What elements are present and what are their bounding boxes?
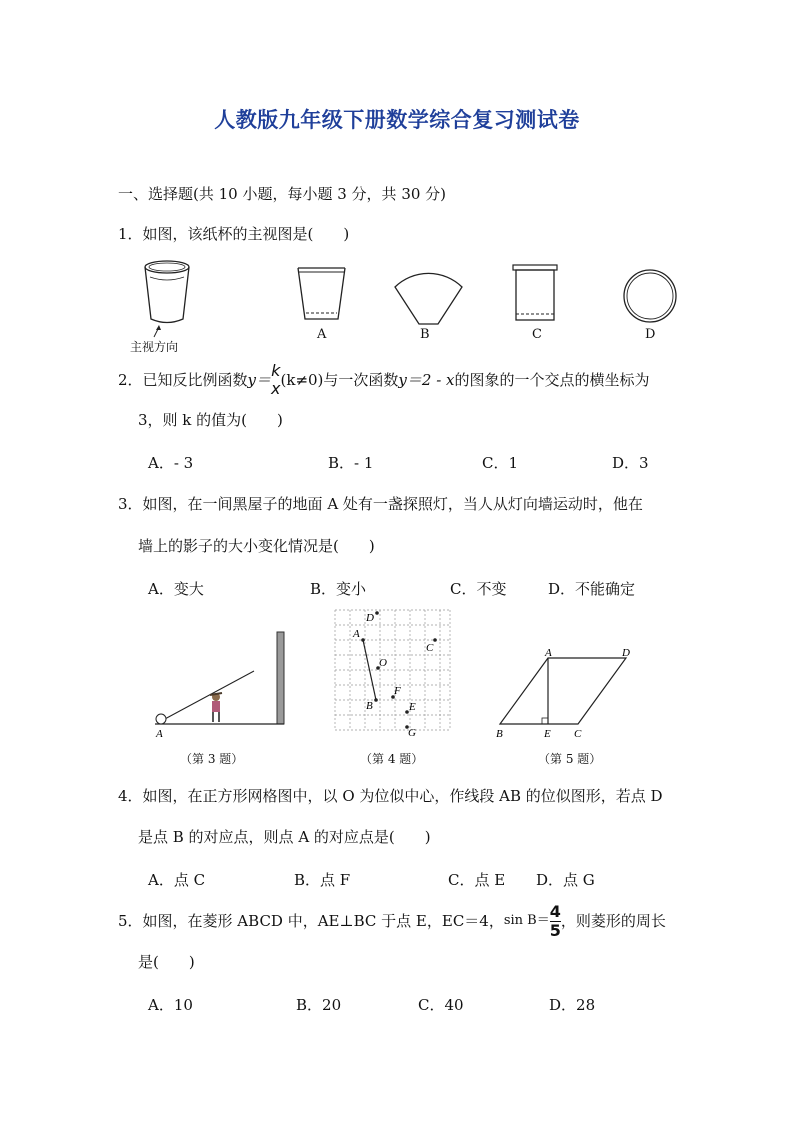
option-a-trapezoid-figure <box>295 262 355 332</box>
fig4-label-d: D <box>366 612 374 624</box>
q5-denominator: 5 <box>549 920 561 940</box>
q3-option-a[interactable]: A．变大 <box>148 580 204 598</box>
fig5-label-a: A <box>545 647 552 659</box>
q1-option-c-label[interactable]: C <box>532 327 542 342</box>
option-c-rectangle-figure <box>508 262 568 332</box>
question-4-line1: 4．如图，在正方形网格图中，以 O 为位似中心，作线段 AB 的位似图形，若点 D <box>118 787 663 805</box>
fig4-label-f: F <box>394 685 401 697</box>
figure-3-caption: （第 3 题） <box>180 752 244 766</box>
q5-option-b[interactable]: B．20 <box>296 996 342 1014</box>
q3-option-c[interactable]: C．不变 <box>450 580 507 598</box>
q4-option-c[interactable]: C．点 E <box>448 871 506 889</box>
q2-mid: 与一次函数 <box>323 371 399 389</box>
question-2-line1 <box>118 360 650 400</box>
fig4-label-g: G <box>408 727 416 739</box>
question-2-line2: 3，则 k 的值为( ) <box>138 411 283 429</box>
fig5-label-b: B <box>496 728 503 740</box>
q2-option-c[interactable]: C．1 <box>482 454 519 472</box>
figure-3-searchlight <box>150 625 290 745</box>
figure-5-rhombus <box>493 648 643 743</box>
section-heading: 一、选择题(共 10 小题，每小题 3 分，共 30 分) <box>118 185 447 203</box>
q2-denominator: x <box>271 379 281 398</box>
q2-line-eq: y＝2 - x <box>398 371 455 389</box>
q1-option-a-label[interactable]: A <box>317 327 327 342</box>
q5-post: ，则菱形的周长 <box>560 912 666 930</box>
fig3-label-a: A <box>156 728 163 740</box>
q5-option-c[interactable]: C．40 <box>418 996 464 1014</box>
q5-fraction <box>550 903 561 940</box>
q2-y-eq: y＝ <box>247 371 272 389</box>
question-3-line1: 3．如图，在一间黑屋子的地面 A 处有一盏探照灯，当人从灯向墙运动时，他在 <box>118 495 643 513</box>
q4-option-b[interactable]: B．点 F <box>294 871 351 889</box>
q2-option-b[interactable]: B．- 1 <box>328 454 374 472</box>
question-1-text: 1．如图，该纸杯的主视图是( ) <box>118 225 350 243</box>
q2-fraction <box>271 362 280 398</box>
q2-numerator: k <box>271 361 281 380</box>
q4-option-d[interactable]: D．点 G <box>536 871 595 889</box>
view-direction-label: 主视方向 <box>130 340 179 354</box>
fig4-label-o: O <box>379 657 387 669</box>
q5-pre: 5．如图，在菱形 ABCD 中，AE⊥BC 于点 E，EC＝4， <box>118 912 504 930</box>
q5-numerator: 4 <box>549 901 561 921</box>
fig4-label-c: C <box>426 642 434 654</box>
fig4-label-e: E <box>409 701 416 713</box>
q2-option-a[interactable]: A．- 3 <box>148 454 194 472</box>
q1-option-b-label[interactable]: B <box>420 327 430 342</box>
fig5-label-d: D <box>622 647 630 659</box>
question-3-line2: 墙上的影子的大小变化情况是( ) <box>138 537 375 555</box>
fig4-label-a: A <box>353 628 360 640</box>
fig5-label-e: E <box>544 728 551 740</box>
fig5-label-c: C <box>574 728 582 740</box>
q1-option-d-label[interactable]: D <box>645 327 656 342</box>
option-b-sector-figure <box>390 262 470 332</box>
figure-5-caption: （第 5 题） <box>538 752 602 766</box>
q5-option-d[interactable]: D．28 <box>549 996 596 1014</box>
figure-4-grid <box>330 605 460 739</box>
q3-option-b[interactable]: B．变小 <box>310 580 367 598</box>
option-d-circle-figure <box>622 268 682 328</box>
q2-pre: 2．已知反比例函数 <box>118 371 248 389</box>
q2-condition: (k≠0) <box>280 371 324 389</box>
figure-4-caption: （第 4 题） <box>360 752 424 766</box>
fig4-label-b: B <box>366 700 373 712</box>
q3-option-d[interactable]: D．不能确定 <box>548 580 636 598</box>
page-title: 人教版九年级下册数学综合复习测试卷 <box>214 108 580 132</box>
q4-option-a[interactable]: A．点 C <box>148 871 206 889</box>
q2-option-d[interactable]: D．3 <box>612 454 649 472</box>
q2-post: 的图象的一个交点的横坐标为 <box>454 371 650 389</box>
question-5-line2: 是( ) <box>138 953 195 971</box>
q5-sin: sin B＝ <box>503 913 550 928</box>
q5-option-a[interactable]: A．10 <box>148 996 193 1014</box>
question-4-line2: 是点 B 的对应点，则点 A 的对应点是( ) <box>138 828 431 846</box>
question-5-line1 <box>118 899 666 943</box>
